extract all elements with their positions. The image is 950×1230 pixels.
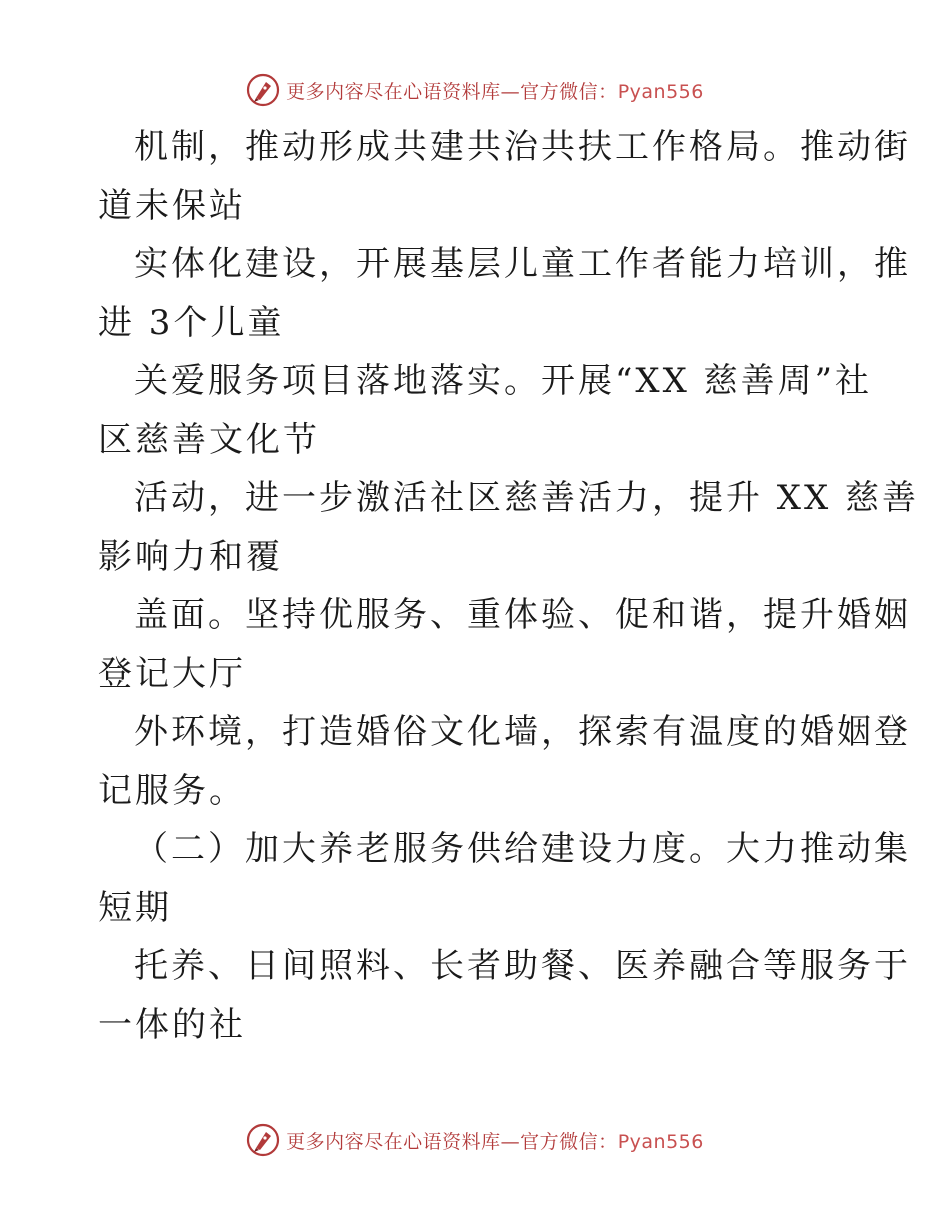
body-text-line: 托养、日间照料、长者助餐、医养融合等服务于 (134, 946, 911, 986)
body-text-line: 进 3个儿童 (98, 302, 285, 343)
body-text-line: （二）加大养老服务供给建设力度。大力推动集 (134, 829, 911, 869)
body-text-line: 登记大厅 (98, 653, 246, 694)
pen-nib-logo-icon (246, 73, 280, 107)
footer-watermark-text: 更多内容尽在心语资料库—官方微信：Pyan556 (286, 1130, 704, 1153)
body-text-line: 短期 (98, 887, 172, 928)
body-text-line: 关爱服务项目落地落实。开展“XX 慈善周”社 (134, 361, 872, 401)
body-text-line: 机制，推动形成共建共治共扶工作格局。推动街 (134, 127, 911, 167)
page-header (0, 72, 950, 108)
body-text-line: 一体的社 (98, 1004, 246, 1045)
body-text-line: 记服务。 (98, 770, 246, 811)
body-text-line: 活动，进一步激活社区慈善活力，提升 XX 慈善 (134, 478, 920, 518)
body-text-line: 盖面。坚持优服务、重体验、促和谐，提升婚姻 (134, 595, 911, 635)
page-footer (0, 1122, 950, 1158)
footer-watermark (246, 1123, 704, 1157)
body-text-line: 区慈善文化节 (98, 419, 320, 460)
body-text-line: 道未保站 (98, 185, 246, 226)
document-body (98, 118, 920, 1054)
header-watermark (246, 73, 704, 107)
body-text-line: 实体化建设，开展基层儿童工作者能力培训，推 (134, 244, 911, 284)
body-text-line: 影响力和覆 (98, 536, 283, 577)
header-watermark-text: 更多内容尽在心语资料库—官方微信：Pyan556 (286, 80, 704, 103)
pen-nib-logo-icon (246, 1123, 280, 1157)
body-text-line: 外环境，打造婚俗文化墙，探索有温度的婚姻登 (134, 712, 911, 752)
